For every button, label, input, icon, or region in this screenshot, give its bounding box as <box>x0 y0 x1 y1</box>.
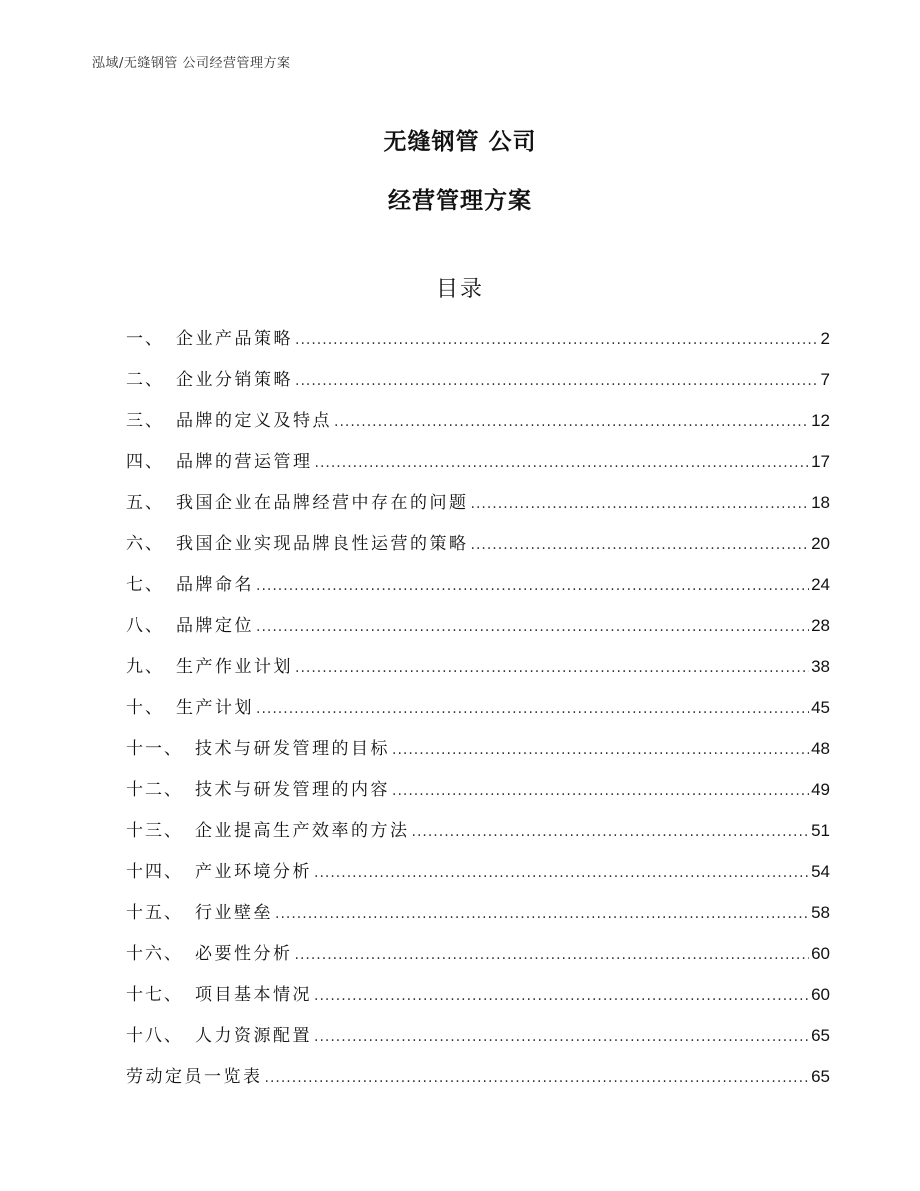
toc-entry[interactable] <box>126 441 830 482</box>
toc-entry[interactable] <box>126 851 830 892</box>
toc-entry-separator: 、 <box>164 944 181 964</box>
toc-entry-page: 49 <box>811 780 830 799</box>
toc-entry-title: 项目基本情况 <box>195 985 312 1005</box>
toc-entry-page: 20 <box>811 534 830 553</box>
toc-entry[interactable] <box>126 769 830 810</box>
toc-entry-separator: 、 <box>145 370 162 390</box>
toc-entry-number: 十四 <box>126 862 164 882</box>
toc-entry-number: 十三 <box>126 821 164 841</box>
toc-entry[interactable] <box>126 1015 830 1056</box>
toc-dot-leader <box>295 320 819 361</box>
toc-entry-separator: 、 <box>164 1026 181 1046</box>
toc-entry-title: 我国企业在品牌经营中存在的问题 <box>176 493 469 513</box>
toc-entry-title: 技术与研发管理的目标 <box>195 739 390 759</box>
toc-entry-page: 51 <box>811 821 830 840</box>
toc-entry-page: 60 <box>811 985 830 1004</box>
toc-entry[interactable] <box>126 564 830 605</box>
toc-entry-page: 54 <box>811 862 830 881</box>
toc-dot-leader <box>471 484 810 525</box>
toc-dot-leader <box>471 525 810 566</box>
toc-entry-title: 我国企业实现品牌良性运营的策略 <box>176 534 469 554</box>
toc-entry-separator: 、 <box>145 452 162 472</box>
toc-entry-title: 产业环境分析 <box>195 862 312 882</box>
toc-entry-number: 九 <box>126 657 145 677</box>
toc-entry-page: 58 <box>811 903 830 922</box>
toc-entry-number: 一 <box>126 329 145 349</box>
toc-entry-separator: 、 <box>145 329 162 349</box>
toc-entry-separator: 、 <box>164 821 181 841</box>
toc-entry-title: 生产计划 <box>176 698 254 718</box>
toc-entry[interactable] <box>126 892 830 933</box>
toc-entry[interactable] <box>126 605 830 646</box>
toc-dot-leader <box>256 607 809 648</box>
toc-entry[interactable] <box>126 318 830 359</box>
toc-entry[interactable] <box>126 974 830 1015</box>
toc-entry-number: 十六 <box>126 944 164 964</box>
toc-entry-number: 三 <box>126 411 145 431</box>
toc-dot-leader <box>256 689 809 730</box>
toc-entry-separator: 、 <box>145 493 162 513</box>
toc-entry-page: 2 <box>820 329 830 348</box>
toc-entry-title: 品牌的营运管理 <box>176 452 313 472</box>
toc-entry-number: 八 <box>126 616 145 636</box>
document-title-line-2: 经营管理方案 <box>388 188 532 214</box>
toc-entry-number: 五 <box>126 493 145 513</box>
toc-entry[interactable] <box>126 728 830 769</box>
toc-entry-separator: 、 <box>145 411 162 431</box>
toc-entry-number: 二 <box>126 370 145 390</box>
toc-entry-number: 七 <box>126 575 145 595</box>
toc-entry-number: 十八 <box>126 1026 164 1046</box>
toc-entry-title: 企业产品策略 <box>176 329 293 349</box>
toc-entry-title: 劳动定员一览表 <box>126 1067 263 1087</box>
toc-entry-title: 企业分销策略 <box>176 370 293 390</box>
toc-entry-title: 技术与研发管理的内容 <box>195 780 390 800</box>
toc-entry-number: 十七 <box>126 985 164 1005</box>
toc-entry-page: 12 <box>811 411 830 430</box>
toc-dot-leader <box>392 730 809 771</box>
toc-dot-leader <box>314 853 809 894</box>
toc-entry[interactable] <box>126 523 830 564</box>
toc-entry-separator: 、 <box>145 534 162 554</box>
toc-entry-title: 行业壁垒 <box>195 903 273 923</box>
toc-dot-leader <box>412 812 810 853</box>
toc-entry-separator: 、 <box>164 985 181 1005</box>
toc-entry-page: 18 <box>811 493 830 512</box>
toc-entry-title: 品牌定位 <box>176 616 254 636</box>
toc-entry-number: 十一 <box>126 739 164 759</box>
toc-entry-page: 7 <box>820 370 830 389</box>
toc-entry[interactable] <box>126 687 830 728</box>
toc-dot-leader <box>295 361 819 402</box>
toc-entry[interactable] <box>126 646 830 687</box>
toc-entry-separator: 、 <box>164 903 181 923</box>
toc-entry-title: 企业提高生产效率的方法 <box>195 821 410 841</box>
document-title-line-1: 无缝钢管 公司 <box>383 129 537 155</box>
toc-entry-number: 四 <box>126 452 145 472</box>
toc-entry-page: 38 <box>811 657 830 676</box>
toc-entry-title: 生产作业计划 <box>176 657 293 677</box>
toc-entry-page: 48 <box>811 739 830 758</box>
toc-entry-separator: 、 <box>164 739 181 759</box>
table-of-contents <box>126 318 830 1097</box>
toc-entry-title: 品牌命名 <box>176 575 254 595</box>
toc-entry-number: 十二 <box>126 780 164 800</box>
toc-entry-page: 60 <box>811 944 830 963</box>
toc-entry-separator: 、 <box>145 575 162 595</box>
toc-dot-leader <box>314 976 809 1017</box>
toc-entry-title: 人力资源配置 <box>195 1026 312 1046</box>
toc-entry-page: 65 <box>811 1067 830 1086</box>
toc-entry-number: 六 <box>126 534 145 554</box>
toc-dot-leader <box>314 1017 809 1058</box>
toc-entry-page: 28 <box>811 616 830 635</box>
toc-entry-title: 品牌的定义及特点 <box>176 411 332 431</box>
toc-dot-leader <box>265 1058 810 1099</box>
toc-entry-separator: 、 <box>145 616 162 636</box>
toc-dot-leader <box>315 443 810 484</box>
toc-dot-leader <box>295 648 809 689</box>
toc-dot-leader <box>275 894 809 935</box>
toc-dot-leader <box>295 935 810 976</box>
toc-entry-number: 十 <box>126 698 145 718</box>
toc-entry-separator: 、 <box>145 657 162 677</box>
toc-entry[interactable] <box>126 482 830 523</box>
toc-entry-number: 十五 <box>126 903 164 923</box>
toc-heading: 目录 <box>435 277 484 302</box>
toc-entry-separator: 、 <box>164 862 181 882</box>
toc-entry[interactable] <box>126 810 830 851</box>
toc-entry-page: 45 <box>811 698 830 717</box>
toc-entry-page: 24 <box>811 575 830 594</box>
toc-dot-leader <box>334 402 809 443</box>
toc-entry[interactable] <box>126 400 830 441</box>
toc-entry-separator: 、 <box>145 698 162 718</box>
toc-entry-separator: 、 <box>164 780 181 800</box>
toc-dot-leader <box>392 771 809 812</box>
toc-entry-title: 必要性分析 <box>195 944 293 964</box>
toc-entry-page: 65 <box>811 1026 830 1045</box>
toc-dot-leader <box>256 566 809 607</box>
toc-entry-page: 17 <box>811 452 830 471</box>
running-header: 泓域/无缝钢管 公司经营管理方案 <box>92 56 291 71</box>
toc-entry[interactable] <box>126 1056 830 1097</box>
toc-entry[interactable] <box>126 933 830 974</box>
toc-entry[interactable] <box>126 359 830 400</box>
